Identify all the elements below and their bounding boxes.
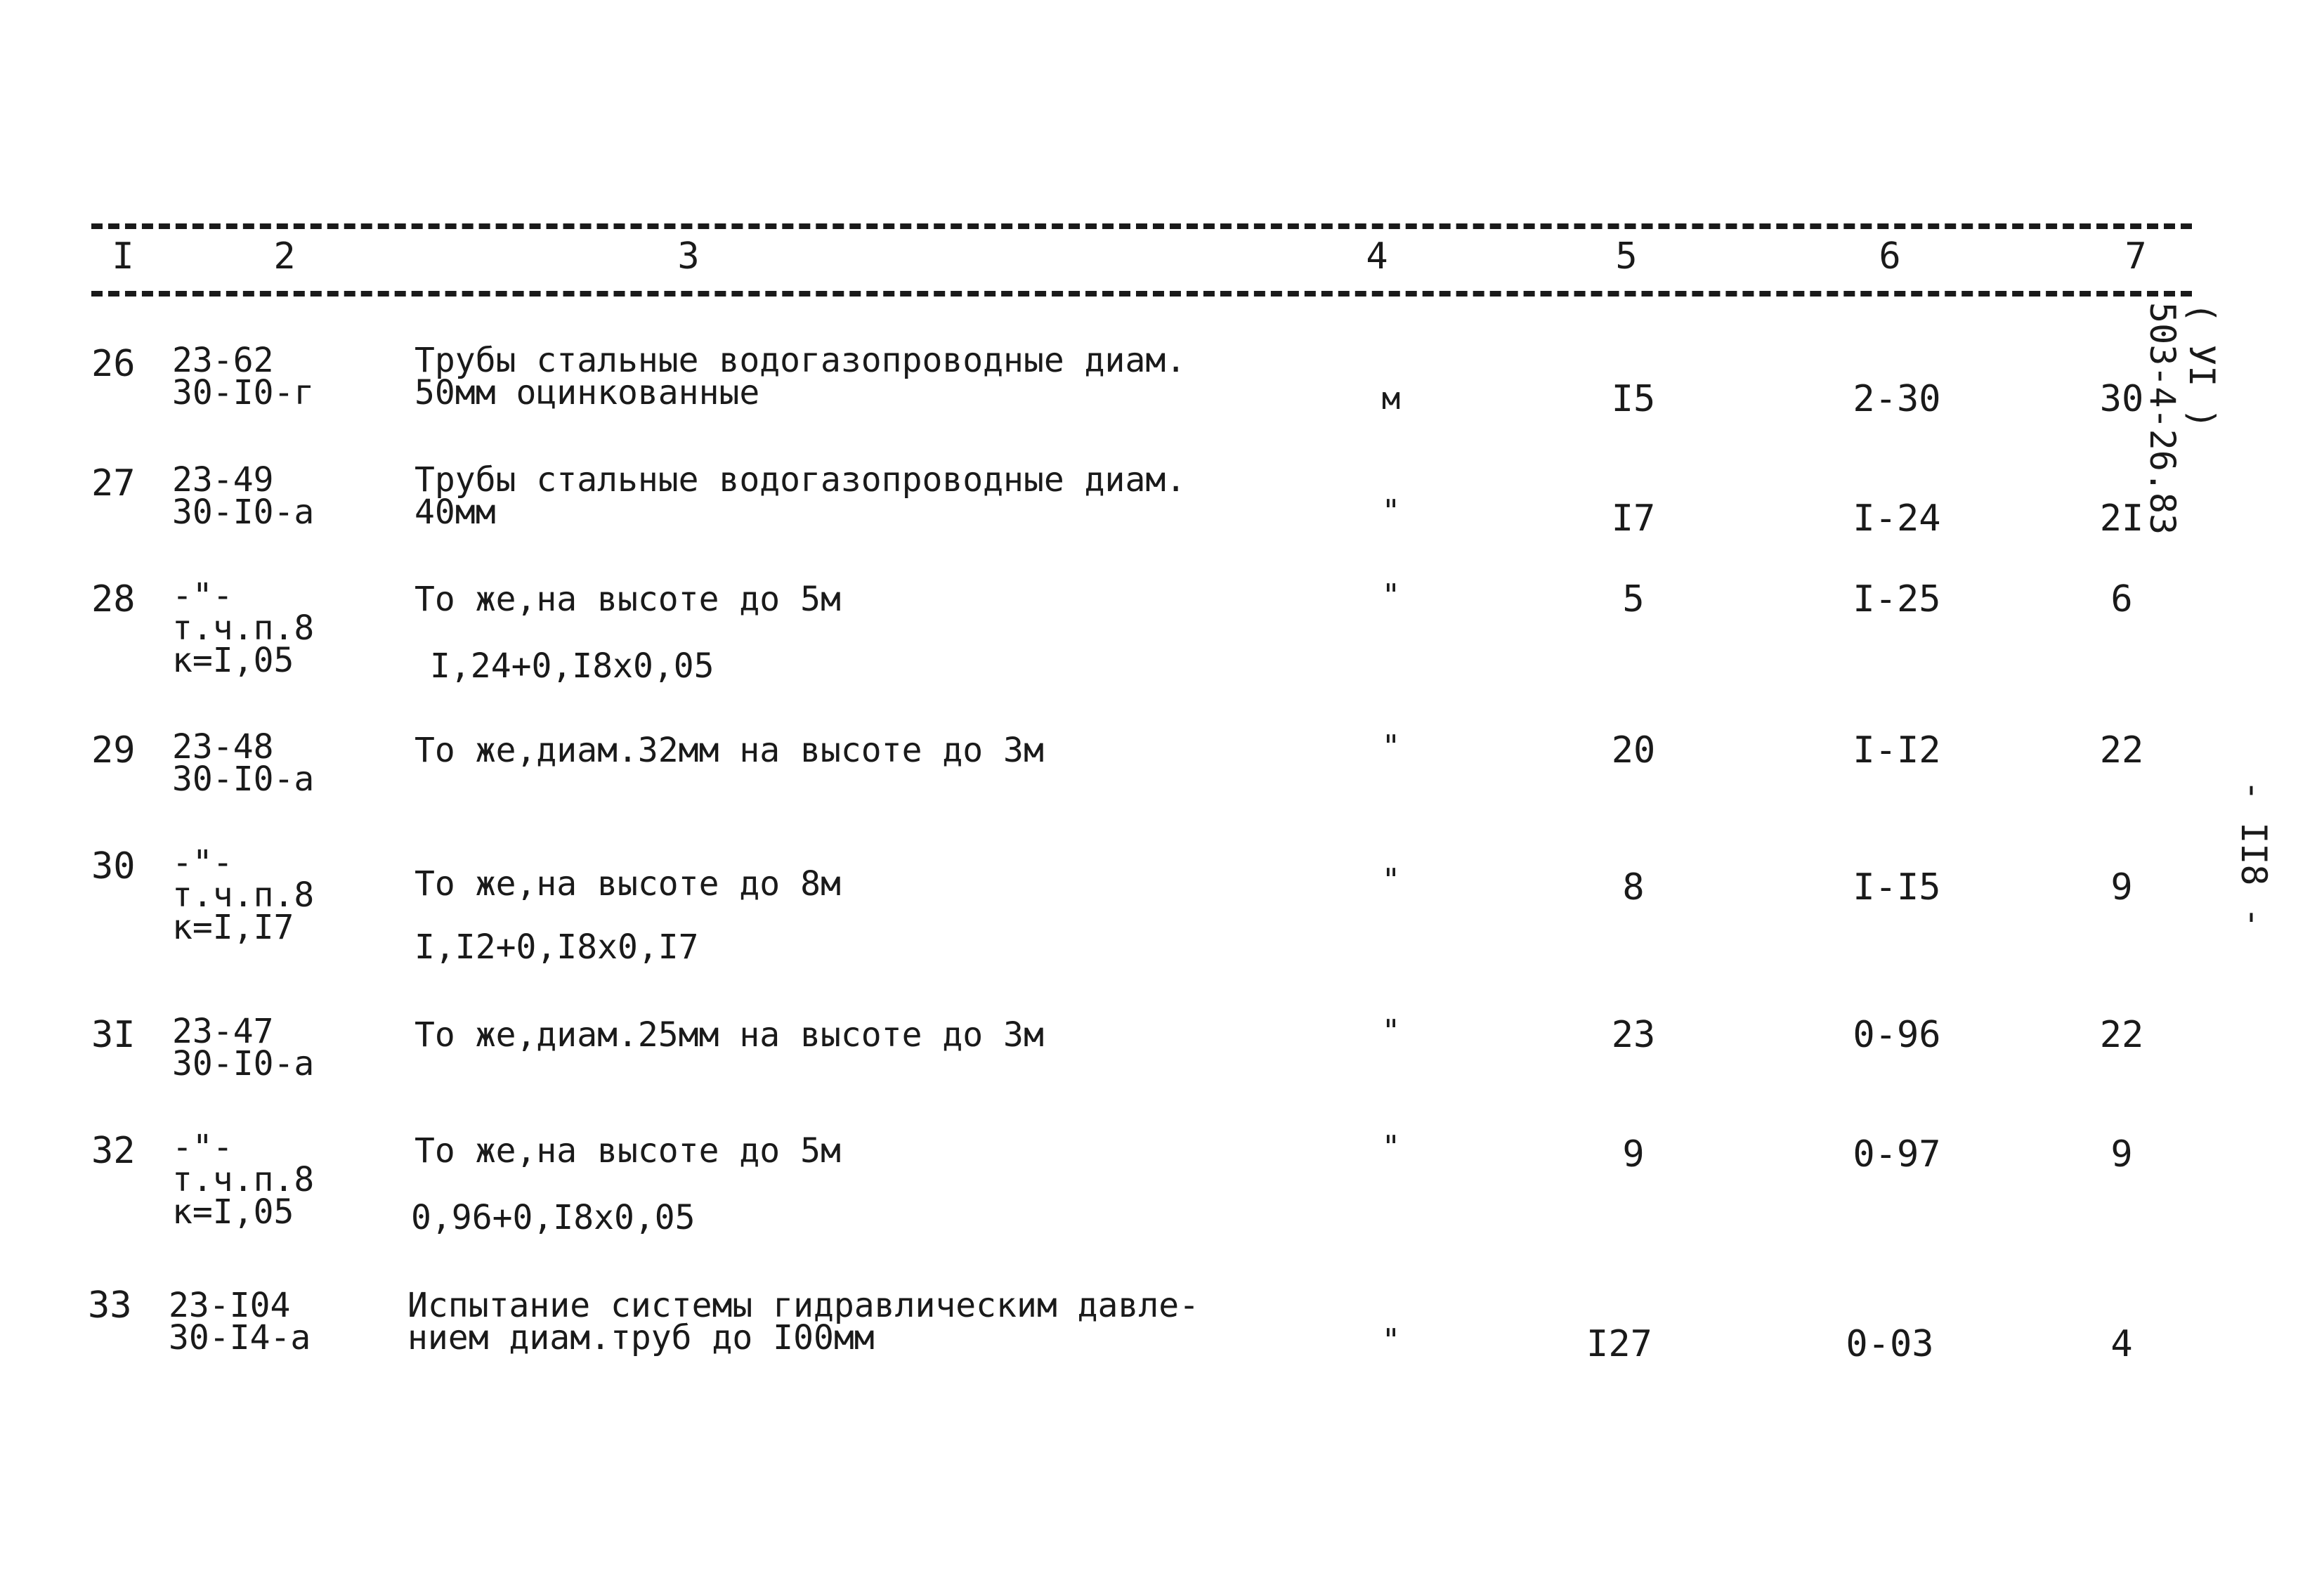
row-total: 4 — [2110, 1323, 2133, 1365]
row-unit: " — [1381, 1013, 1401, 1049]
row-unit-cost: 0-03 — [1846, 1323, 1934, 1365]
row-number: 29 — [91, 729, 136, 771]
row-total: 30 — [2099, 378, 2144, 420]
row-number: 32 — [91, 1130, 136, 1172]
row-quantity: 8 — [1622, 866, 1645, 909]
row-total: 22 — [2099, 729, 2144, 771]
header-col-2: 2 — [273, 235, 296, 278]
row-description: То же,диам.25мм на высоте до 3м — [414, 1015, 1044, 1055]
row-quantity: 9 — [1622, 1133, 1645, 1176]
row-code: 23-47 30-I0-а — [172, 1012, 315, 1083]
row-number: 30 — [91, 845, 136, 887]
row-calculation: I,24+0,I8x0,05 — [430, 646, 714, 686]
row-total: 2I — [2099, 497, 2144, 540]
row-number: 33 — [88, 1284, 132, 1327]
row-unit: " — [1381, 862, 1401, 898]
row-unit-cost: I-25 — [1853, 578, 1941, 620]
row-unit-cost: 0-97 — [1853, 1133, 1941, 1176]
row-calculation: 0,96+0,I8x0,05 — [411, 1198, 696, 1237]
row-code: -"- т.ч.п.8 к=I,05 — [172, 1128, 315, 1232]
row-description: Трубы стальные водогазопроводные диам. 40мм — [414, 460, 1187, 532]
page-number: - II8 - — [2233, 780, 2274, 928]
row-description: То же,на высоте до 5м — [414, 580, 841, 619]
row-quantity: 5 — [1622, 578, 1645, 620]
row-code: 23-I04 30-I4-а — [169, 1286, 311, 1357]
table-header-rule — [91, 291, 2192, 297]
row-unit: " — [1381, 1322, 1401, 1358]
table-top-rule — [91, 223, 2192, 229]
row-code: -"- т.ч.п.8 к=I,05 — [172, 576, 315, 680]
row-number: 27 — [91, 462, 136, 504]
row-unit-cost: I-24 — [1853, 497, 1941, 540]
header-col-4: 4 — [1366, 235, 1388, 278]
row-number: 3I — [91, 1014, 136, 1056]
row-description: То же,на высоте до 8м — [414, 864, 841, 904]
row-total: 9 — [2110, 1133, 2133, 1176]
row-description: Трубы стальные водогазопроводные диам. 50мм оцинкованные — [414, 341, 1187, 412]
row-unit: м — [1381, 381, 1401, 417]
row-total: 6 — [2110, 578, 2133, 620]
row-unit-cost: I-I5 — [1853, 866, 1941, 909]
header-col-6: 6 — [1879, 235, 1901, 278]
row-quantity: 20 — [1611, 729, 1656, 771]
row-unit-cost: 0-96 — [1853, 1014, 1941, 1056]
row-unit: " — [1381, 729, 1401, 764]
row-code: 23-48 30-I0-а — [172, 727, 315, 799]
row-quantity: I7 — [1611, 497, 1656, 540]
row-total: 22 — [2099, 1014, 2144, 1056]
row-description: То же,на высоте до 5м — [414, 1131, 841, 1171]
row-total: 9 — [2110, 866, 2133, 909]
row-number: 28 — [91, 578, 136, 620]
row-quantity: I5 — [1611, 378, 1656, 420]
document-reference: ( УI ) 503-4-26.83 — [2142, 302, 2222, 535]
row-unit-cost: 2-30 — [1853, 378, 1941, 420]
row-quantity: 23 — [1611, 1014, 1656, 1056]
row-unit: " — [1381, 493, 1401, 529]
row-description: То же,диам.32мм на высоте до 3м — [414, 731, 1044, 770]
row-description: Испытание системы гидравлическим давле- нием диам.труб до I00мм — [407, 1286, 1200, 1357]
row-number: 26 — [91, 343, 136, 385]
row-unit: " — [1381, 578, 1401, 613]
row-unit-cost: I-I2 — [1853, 729, 1941, 771]
header-col-5: 5 — [1615, 235, 1638, 278]
row-calculation: I,I2+0,I8x0,I7 — [414, 927, 699, 967]
row-code: 23-49 30-I0-а — [172, 460, 315, 532]
header-col-7: 7 — [2124, 235, 2147, 278]
row-quantity: I27 — [1586, 1323, 1652, 1365]
row-unit: " — [1381, 1129, 1401, 1165]
row-code: 23-62 30-I0-г — [172, 341, 315, 412]
header-col-1: I — [112, 235, 134, 278]
row-code: -"- т.ч.п.8 к=I,I7 — [172, 843, 315, 947]
header-col-3: 3 — [677, 235, 700, 278]
